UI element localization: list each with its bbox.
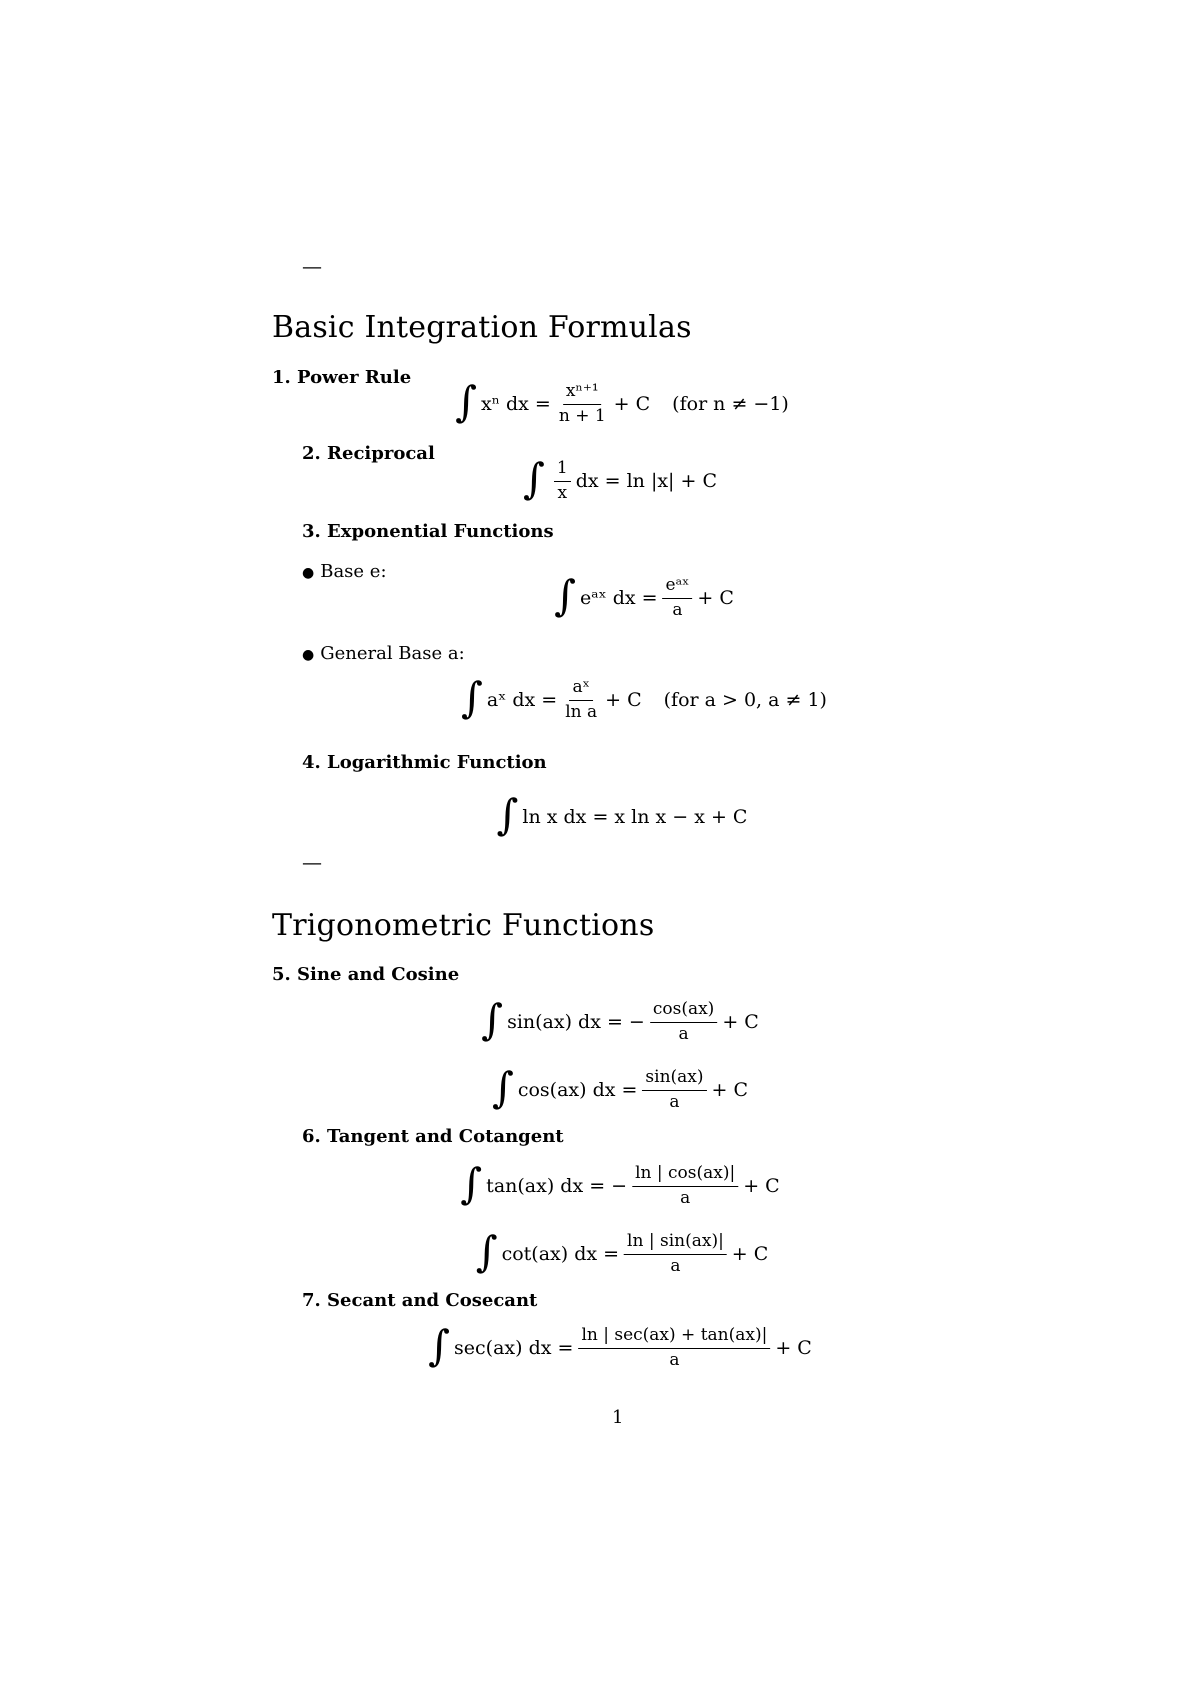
denominator: a bbox=[672, 599, 683, 620]
logarithmic-equation bbox=[496, 790, 748, 839]
integral-sign: ∫ bbox=[460, 1159, 483, 1209]
sine-cosine-label: 5. Sine and Cosine bbox=[272, 964, 460, 985]
eq-lhs: xⁿ dx = bbox=[481, 393, 551, 416]
numerator: eᵃˣ bbox=[663, 576, 693, 599]
denominator: n + 1 bbox=[558, 405, 606, 426]
power-rule-label: 1. Power Rule bbox=[272, 367, 412, 388]
fraction bbox=[663, 576, 693, 620]
denominator: a bbox=[670, 1255, 681, 1276]
numerator: xⁿ⁺¹ bbox=[563, 382, 602, 405]
fraction bbox=[554, 459, 571, 503]
denominator: a bbox=[669, 1091, 680, 1112]
eq-rhs: + C bbox=[605, 689, 642, 712]
exponential-label: 3. Exponential Functions bbox=[302, 521, 554, 542]
numerator: cos(ax) bbox=[650, 1000, 717, 1023]
eq-rhs: + C bbox=[775, 1337, 812, 1360]
reciprocal-label: 2. Reciprocal bbox=[302, 443, 435, 464]
eq-rhs: + C bbox=[722, 1011, 759, 1034]
eq-rhs: + C bbox=[743, 1175, 780, 1198]
fraction bbox=[562, 678, 600, 722]
fraction bbox=[578, 1326, 770, 1370]
fraction bbox=[624, 1232, 727, 1276]
fraction bbox=[556, 382, 609, 426]
eq-body: ln x dx = x ln x − x + C bbox=[522, 806, 748, 828]
numerator: sin(ax) bbox=[642, 1068, 706, 1091]
sine-equation bbox=[481, 995, 759, 1045]
reciprocal-equation bbox=[522, 454, 718, 504]
fraction bbox=[632, 1164, 738, 1208]
bullet-base-e bbox=[302, 561, 387, 582]
denominator: a bbox=[678, 1023, 689, 1044]
denominator: ln a bbox=[565, 701, 598, 722]
eq-lhs: sec(ax) dx = bbox=[454, 1337, 574, 1360]
integral-sign: ∫ bbox=[481, 995, 504, 1045]
exp-base-e-equation bbox=[554, 571, 734, 621]
page-number: 1 bbox=[612, 1407, 624, 1428]
fraction bbox=[650, 1000, 717, 1044]
eq-lhs: eᵃˣ dx = bbox=[580, 587, 658, 610]
integral-sign: ∫ bbox=[428, 1321, 451, 1371]
eq-rhs: dx = ln |x| + C bbox=[575, 470, 718, 493]
tangent-equation bbox=[460, 1159, 780, 1209]
eq-condition: (for a > 0, a ≠ 1) bbox=[663, 689, 827, 712]
secant-cosecant-label: 7. Secant and Cosecant bbox=[302, 1290, 538, 1311]
denominator: a bbox=[680, 1187, 691, 1208]
bullet-text: General Base a: bbox=[320, 643, 465, 664]
integral-sign: ∫ bbox=[496, 790, 519, 839]
eq-lhs: sin(ax) dx = − bbox=[507, 1011, 645, 1034]
cotangent-equation bbox=[475, 1227, 769, 1277]
eq-lhs: aˣ dx = bbox=[486, 689, 558, 712]
denominator: a bbox=[669, 1349, 680, 1370]
eq-condition: (for n ≠ −1) bbox=[672, 393, 789, 416]
integral-sign: ∫ bbox=[475, 1227, 498, 1277]
separator-line: — bbox=[302, 254, 322, 278]
eq-lhs: cos(ax) dx = bbox=[517, 1079, 638, 1102]
exp-general-base-equation bbox=[461, 673, 827, 723]
tangent-cotangent-label: 6. Tangent and Cotangent bbox=[302, 1126, 564, 1147]
eq-rhs: + C bbox=[613, 393, 651, 416]
numerator: aˣ bbox=[569, 678, 592, 701]
integral-sign: ∫ bbox=[522, 454, 545, 504]
integral-sign: ∫ bbox=[491, 1063, 514, 1113]
eq-lhs: tan(ax) dx = − bbox=[486, 1175, 628, 1198]
numerator: ln | sin(ax)| bbox=[624, 1232, 727, 1255]
integral-sign: ∫ bbox=[554, 571, 577, 621]
section-title-trig: Trigonometric Functions bbox=[272, 908, 655, 943]
fraction bbox=[642, 1068, 706, 1112]
numerator: ln | cos(ax)| bbox=[632, 1164, 738, 1187]
numerator: 1 bbox=[554, 459, 571, 482]
logarithmic-label: 4. Logarithmic Function bbox=[302, 752, 547, 773]
integral-sign: ∫ bbox=[455, 377, 478, 427]
bullet-text: Base e: bbox=[320, 561, 387, 582]
secant-equation bbox=[428, 1321, 812, 1371]
bullet-dot: ● bbox=[302, 565, 315, 581]
section-title-basic: Basic Integration Formulas bbox=[272, 310, 692, 345]
separator-line: — bbox=[302, 850, 322, 874]
numerator: ln | sec(ax) + tan(ax)| bbox=[578, 1326, 770, 1349]
eq-lhs: cot(ax) dx = bbox=[501, 1243, 620, 1266]
eq-rhs: + C bbox=[697, 587, 734, 610]
bullet-dot: ● bbox=[302, 647, 315, 663]
integral-sign: ∫ bbox=[461, 673, 483, 723]
cosine-equation bbox=[491, 1063, 749, 1113]
bullet-general-base bbox=[302, 643, 465, 664]
denominator: x bbox=[557, 482, 568, 503]
eq-rhs: + C bbox=[731, 1243, 769, 1266]
power-rule-equation bbox=[455, 377, 789, 427]
eq-rhs: + C bbox=[711, 1079, 749, 1102]
